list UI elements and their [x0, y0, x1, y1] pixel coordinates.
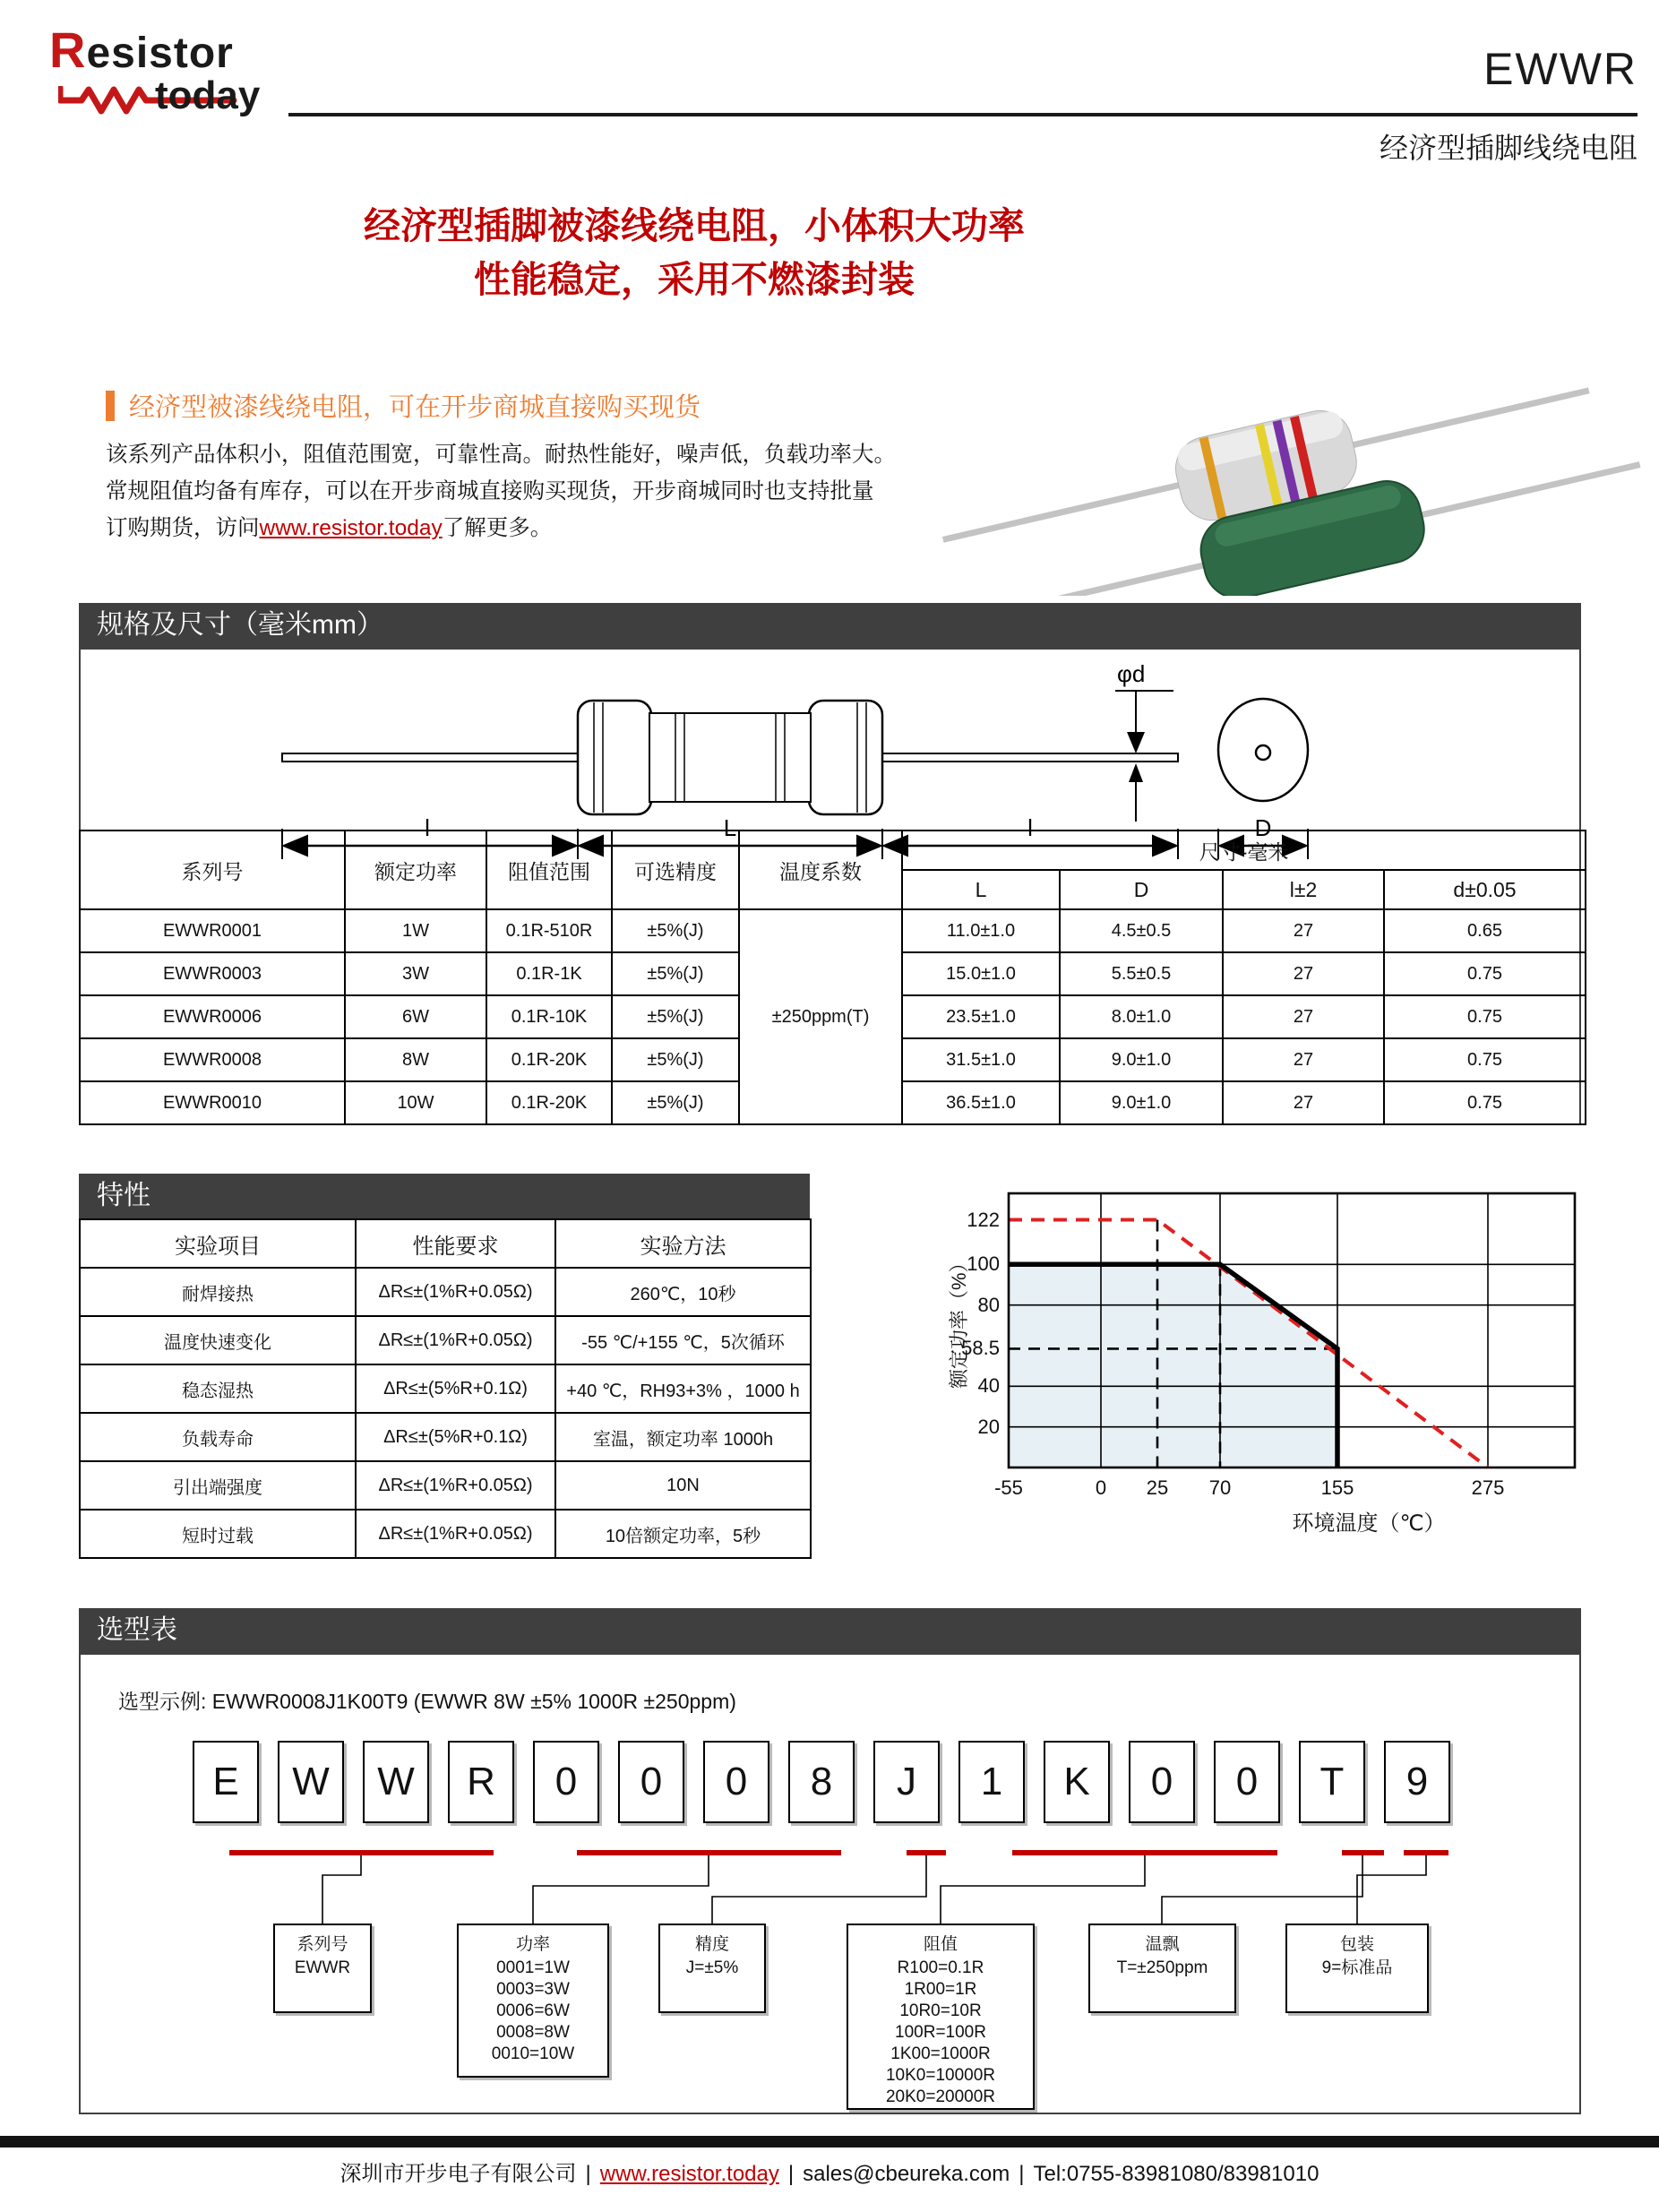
characteristics-table [79, 1218, 812, 1559]
footer-website-link[interactable]: www.resistor.today [599, 2162, 779, 2186]
spec-table-cell: EWWR0006 [80, 995, 345, 1038]
intro-line3-pre: 订购期货，访问 [106, 516, 260, 540]
part-code-box: 0 [703, 1741, 769, 1823]
characteristics-cell: ΔR≤±(1%R+0.05Ω) [356, 1510, 555, 1558]
spec-table-cell: ±5%(J) [612, 995, 739, 1038]
characteristics-cell: ΔR≤±(5%R+0.1Ω) [356, 1413, 555, 1461]
logo-letter-r: R [49, 22, 87, 78]
spec-table-cell: 0.1R-20K [486, 1081, 612, 1124]
part-code-box: E [193, 1741, 259, 1823]
characteristics-row [80, 1510, 811, 1558]
spec-table-cell: 6W [345, 995, 486, 1038]
dim-label-wire-diameter: φd [1117, 660, 1146, 687]
decode-box-resistance [847, 1924, 1035, 2110]
ordering-example: 选型示例: EWWR0008J1K00T9 (EWWR 8W ±5% 1000R ±250ppm) [118, 1690, 736, 1713]
spec-table-cell: ±5%(J) [612, 1038, 739, 1081]
spec-table-cell: 27 [1223, 909, 1384, 952]
part-code-box: 0 [533, 1741, 599, 1823]
characteristics-row [80, 1316, 811, 1364]
chart-shaded-region [1009, 1264, 1337, 1467]
svg-text:58.5: 58.5 [961, 1337, 1000, 1359]
spec-section-body [79, 648, 1581, 1125]
spec-table-cell: EWWR0010 [80, 1081, 345, 1124]
chart-x-axis-label: 环境温度（℃） [1292, 1511, 1446, 1536]
col-header-requirement: 性能要求 [356, 1219, 555, 1268]
spec-table-cell: 0.1R-10K [486, 995, 612, 1038]
svg-text:155: 155 [1320, 1476, 1354, 1499]
spec-table-cell: 27 [1223, 995, 1384, 1038]
characteristics-cell: 引出端强度 [80, 1461, 356, 1510]
logo-wordmark [49, 22, 318, 78]
decode-option: T=±250ppm [1116, 1958, 1208, 1977]
feature-heading-text: 经济型被漆线绕电阻，可在开步商城直接购买现货 [129, 393, 701, 422]
spec-table-cell: ±5%(J) [612, 1081, 739, 1124]
characteristics-row [80, 1461, 811, 1510]
decode-option: J=±5% [685, 1958, 739, 1977]
part-code-box: 1 [958, 1741, 1025, 1823]
intro-line1: 该系列产品体积小，阻值范围宽，可靠性高。耐热性能好，噪声低，负载功率大。 [106, 443, 896, 467]
svg-text:0: 0 [1095, 1476, 1107, 1499]
spec-table-cell: 8.0±1.0 [1060, 995, 1223, 1038]
decode-option: 1R00=1R [904, 1980, 977, 1999]
part-code-box: 9 [1384, 1741, 1450, 1823]
body-end-cap-right [809, 701, 882, 814]
svg-text:275: 275 [1471, 1476, 1505, 1499]
characteristics-cell: +40 ℃，RH93+3% ，1000 h [555, 1364, 811, 1413]
characteristics-cell: 室温，额定功率 1000h [555, 1413, 811, 1461]
svg-text:40: 40 [977, 1374, 1000, 1397]
spec-table [79, 830, 1586, 1125]
product-photo [905, 345, 1657, 596]
part-code-box: 8 [788, 1741, 855, 1823]
col-group-dimensions: 尺寸-毫米 [902, 831, 1586, 870]
decode-option: EWWR [294, 1958, 351, 1977]
spec-table-cell: EWWR0001 [80, 909, 345, 952]
char-header-row [80, 1219, 811, 1268]
svg-text:25: 25 [1146, 1476, 1169, 1499]
spec-table-cell: 0.75 [1384, 952, 1586, 995]
decode-box-series [273, 1924, 372, 2013]
header-divider [288, 113, 1638, 116]
spec-table-cell: 0.1R-510R [486, 909, 612, 952]
section-title-characteristics: 特性 [79, 1174, 810, 1218]
decode-option: 1K00=1000R [890, 2044, 991, 2063]
decode-box-tolerance [658, 1924, 766, 2013]
decode-option: 0006=6W [496, 2001, 570, 2020]
svg-text:80: 80 [977, 1294, 1000, 1316]
col-header-tolerance: 可选精度 [612, 831, 739, 909]
spec-table-cell: 31.5±1.0 [902, 1038, 1060, 1081]
characteristics-row [80, 1268, 811, 1316]
spec-table-cell: 0.1R-1K [486, 952, 612, 995]
part-code-box: R [448, 1741, 514, 1823]
col-header-series: 系列号 [80, 831, 345, 909]
spec-table-cell: EWWR0008 [80, 1038, 345, 1081]
characteristics-cell: -55 ℃/+155 ℃，5次循环 [555, 1316, 811, 1364]
col-header-d: d±0.05 [1384, 870, 1586, 909]
col-header-test-item: 实验项目 [80, 1219, 356, 1268]
decode-option: 10K0=10000R [885, 2066, 996, 2085]
spec-table-cell: 0.75 [1384, 1038, 1586, 1081]
part-code-box: W [363, 1741, 429, 1823]
decode-option: 0001=1W [496, 1958, 570, 1977]
logo-second-line [49, 73, 318, 124]
characteristics-cell: 10N [555, 1461, 811, 1510]
spec-table-cell: 5.5±0.5 [1060, 952, 1223, 995]
intro-line3-post: 了解更多。 [442, 516, 553, 540]
spec-table-cell: 15.0±1.0 [902, 952, 1060, 995]
decode-option: 100R=100R [895, 2023, 986, 2042]
decode-option: 20K0=20000R [885, 2087, 996, 2106]
spec-table-cell: 3W [345, 952, 486, 995]
characteristics-cell: 短时过载 [80, 1510, 356, 1558]
series-subtitle: 经济型插脚线绕电阻 [1379, 132, 1638, 164]
characteristics-cell: 260℃，10秒 [555, 1268, 811, 1316]
decode-title: 系列号 [297, 1935, 348, 1954]
feature-heading [106, 387, 701, 424]
decode-box-packing [1285, 1924, 1429, 2013]
dim-label-body-length: L [723, 814, 737, 841]
decode-title: 阻值 [923, 1935, 958, 1954]
section-title-selection: 选型表 [79, 1608, 1581, 1653]
part-code-box: K [1044, 1741, 1110, 1823]
footer-phone: Tel:0755-83981080/83981010 [1033, 2162, 1319, 2186]
footer: 深圳市开步电子有限公司 | www.resistor.today | sales@cbeureka.com | Tel:0755-83981080/83981010 [340, 2162, 1319, 2186]
dim-label-diameter: D [1254, 814, 1272, 841]
col-header-L: L [902, 870, 1060, 909]
spec-table-cell: EWWR0003 [80, 952, 345, 995]
part-code-box: W [278, 1741, 344, 1823]
decode-title: 功率 [515, 1935, 550, 1954]
footer-email: sales@cbeureka.com [803, 2162, 1010, 2186]
spec-table-cell: 9.0±1.0 [1060, 1038, 1223, 1081]
spec-table-cell: 0.1R-20K [486, 1038, 612, 1081]
decode-box-power [457, 1924, 609, 2078]
footer-company: 深圳市开步电子有限公司 [340, 2162, 577, 2186]
part-code-box: 0 [618, 1741, 684, 1823]
part-code-box: 0 [1129, 1741, 1195, 1823]
chart-x-ticks [994, 1476, 1504, 1499]
spec-table-cell: 27 [1223, 1038, 1384, 1081]
characteristics-cell: ΔR≤±(1%R+0.05Ω) [356, 1268, 555, 1316]
col-header-range: 阻值范围 [486, 831, 612, 909]
part-code-box: J [873, 1741, 940, 1823]
decode-option: 10R0=10R [899, 2001, 982, 2020]
lead-right [882, 753, 1178, 762]
footer-divider-bar [0, 2136, 1659, 2147]
spec-table-cell: 36.5±1.0 [902, 1081, 1060, 1124]
svg-text:100: 100 [967, 1252, 1000, 1275]
spec-table-cell: 0.65 [1384, 909, 1586, 952]
section-title-spec: 规格及尺寸（毫米mm） [79, 603, 1581, 648]
col-header-l: l±2 [1223, 870, 1384, 909]
col-header-method: 实验方法 [555, 1219, 811, 1268]
spec-table-cell: 0.75 [1384, 995, 1586, 1038]
intro-line2: 常规阻值均备有库存，可以在开步商城直接购买现货，开步商城同时也支持批量 [106, 479, 874, 504]
col-header-D: D [1060, 870, 1223, 909]
characteristics-row [80, 1413, 811, 1461]
spec-table-cell: 1W [345, 909, 486, 952]
characteristics-cell: ΔR≤±(5%R+0.1Ω) [356, 1364, 555, 1413]
dim-label-lead-left: l [425, 814, 430, 841]
orange-accent-bar [106, 391, 115, 421]
svg-text:20: 20 [977, 1416, 1000, 1438]
svg-text:122: 122 [967, 1209, 1000, 1231]
spec-table-row [80, 909, 1586, 952]
svg-text:-55: -55 [994, 1476, 1023, 1499]
part-code-box: 0 [1214, 1741, 1280, 1823]
characteristics-cell: ΔR≤±(1%R+0.05Ω) [356, 1461, 555, 1510]
decode-option: 9=标准品 [1321, 1958, 1393, 1977]
brand-logo [49, 22, 318, 143]
spec-table-cell: 11.0±1.0 [902, 909, 1060, 952]
selection-section-body [79, 1653, 1581, 2114]
body-end-cap-left [578, 701, 651, 814]
col-header-power: 额定功率 [345, 831, 486, 909]
characteristics-cell: 温度快速变化 [80, 1316, 356, 1364]
spec-table-cell: ±5%(J) [612, 909, 739, 952]
characteristics-row [80, 1364, 811, 1413]
spec-table-cell: 27 [1223, 952, 1384, 995]
spec-header-row-1 [80, 831, 1586, 870]
logo-today-text: today [155, 73, 261, 117]
spec-table-cell: 27 [1223, 1081, 1384, 1124]
decode-connectors [81, 1855, 1579, 1924]
decode-option: R100=0.1R [897, 1958, 984, 1977]
chart-y-axis-label: 额定功率（%） [948, 1252, 970, 1389]
decode-title: 精度 [694, 1935, 729, 1954]
page-title-line1: 经济型插脚被漆线绕电阻，小体积大功率 [364, 205, 1025, 246]
part-code-box: T [1299, 1741, 1365, 1823]
decode-option: 0008=8W [496, 2023, 570, 2042]
spec-table-cell: 9.0±1.0 [1060, 1081, 1223, 1124]
characteristics-cell: 负载寿命 [80, 1413, 356, 1461]
characteristics-cell: 10倍额定功率，5秒 [555, 1510, 811, 1558]
spec-table-cell: 0.75 [1384, 1081, 1586, 1124]
intro-paragraph [106, 436, 912, 547]
decode-option: 0010=10W [491, 2044, 575, 2063]
col-header-tempco: 温度系数 [739, 831, 902, 909]
decode-title: 包装 [1339, 1935, 1374, 1954]
spec-table-cell: 4.5±0.5 [1060, 909, 1223, 952]
logo-word-rest: esistor [86, 30, 234, 77]
spec-table-cell: ±5%(J) [612, 952, 739, 995]
series-model-title: EWWR [1483, 44, 1638, 94]
characteristics-cell: 耐焊接热 [80, 1268, 356, 1316]
lead-left [282, 753, 578, 762]
decode-title: 温飘 [1145, 1935, 1180, 1954]
svg-text:70: 70 [1208, 1476, 1232, 1499]
page-title-line2: 性能稳定，采用不燃漆封装 [474, 259, 915, 300]
characteristics-cell: ΔR≤±(1%R+0.05Ω) [356, 1316, 555, 1364]
spec-table-cell: 8W [345, 1038, 486, 1081]
spec-table-cell: 23.5±1.0 [902, 995, 1060, 1038]
dim-label-lead-right: l [1027, 814, 1033, 841]
spec-table-cell: 10W [345, 1081, 486, 1124]
temp-coefficient-cell: ±250ppm(T) [739, 909, 902, 1124]
page-title [116, 199, 1272, 306]
end-view-wire-hole [1256, 745, 1270, 760]
website-link[interactable]: www.resistor.today [259, 516, 443, 540]
derating-chart [948, 1183, 1615, 1545]
characteristics-cell: 稳态湿热 [80, 1364, 356, 1413]
decode-box-tempco [1088, 1924, 1236, 2013]
decode-option: 0003=3W [496, 1980, 570, 1999]
body-center [649, 713, 811, 802]
